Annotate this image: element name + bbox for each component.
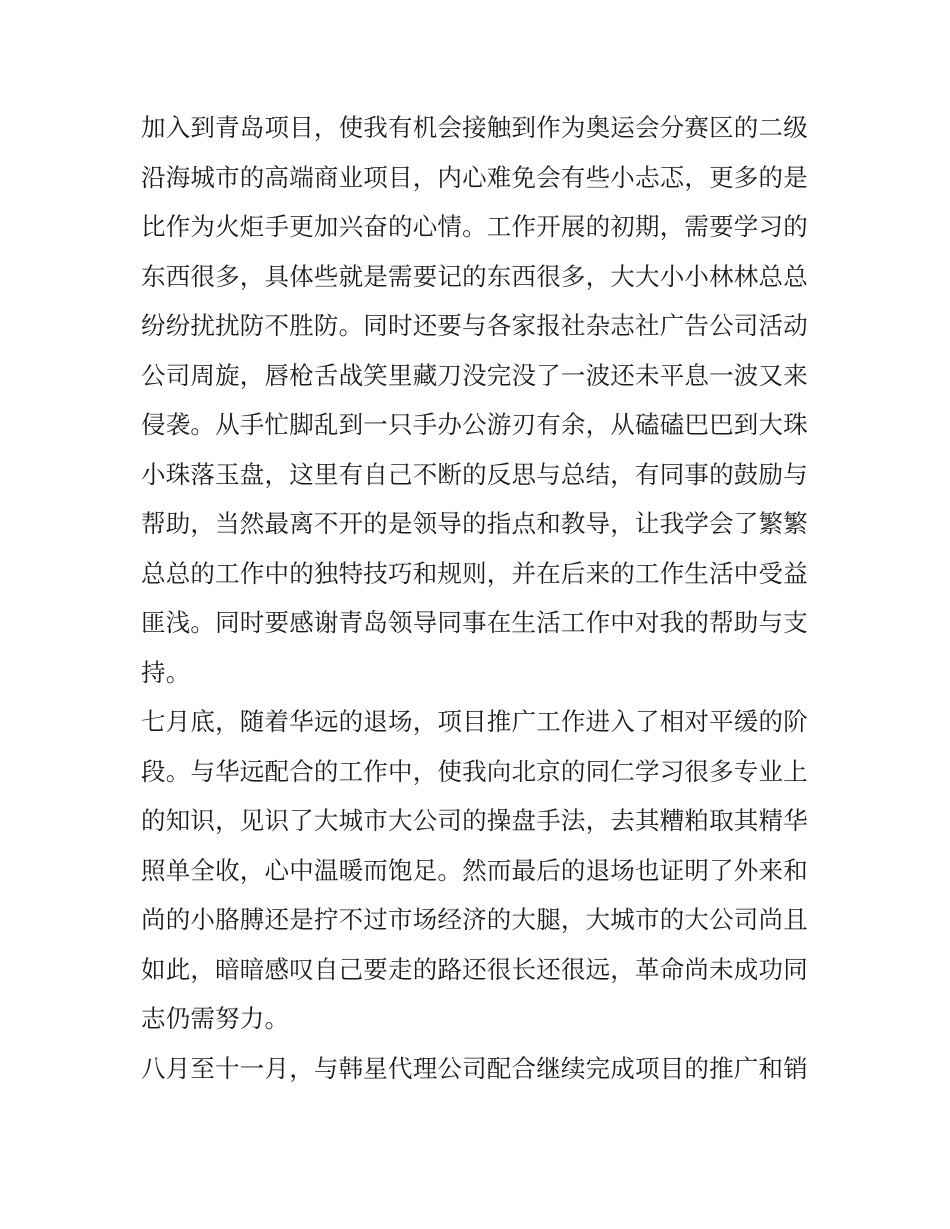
text-line: 持。 <box>141 657 191 687</box>
text-line: 的知识，见识了大城市大公司的操盘手法，去其糟粕取其精华 <box>141 806 808 835</box>
text-line: 八月至十一月，与韩星代理公司配合继续完成项目的推广和销 <box>141 1053 808 1083</box>
text-line: 加入到青岛项目，使我有机会接触到作为奥运会分赛区的二级 <box>141 113 808 142</box>
text-line: 侵袭。从手忙脚乱到一只手办公游刃有余，从磕磕巴巴到大珠 <box>141 410 808 439</box>
text-line: 段。与华远配合的工作中，使我向北京的同仁学习很多专业上 <box>141 756 808 786</box>
text-line: 东西很多，具体些就是需要记的东西很多，大大小小林林总总 <box>141 261 808 291</box>
text-line: 照单全收，心中温暖而饱足。然而最后的退场也证明了外来和 <box>141 855 808 885</box>
text-line: 尚的小胳膊还是拧不过市场经济的大腿，大城市的大公司尚且 <box>141 905 808 934</box>
paragraph <box>141 1044 813 1094</box>
text-line: 沿海城市的高端商业项目，内心难免会有些小忐忑，更多的是 <box>141 162 808 192</box>
text-line: 志仍需努力。 <box>141 1004 290 1033</box>
text-line: 公司周旋，唇枪舌战笑里藏刀没完没了一波还未平息一波又来 <box>141 360 808 390</box>
document-body <box>141 103 813 1093</box>
text-line: 小珠落玉盘，这里有自己不断的反思与总结，有同事的鼓励与 <box>141 459 808 489</box>
text-line: 七月底，随着华远的退场，项目推广工作进入了相对平缓的阶 <box>141 707 808 736</box>
text-line: 帮助，当然最离不开的是领导的指点和教导，让我学会了繁繁 <box>141 509 808 538</box>
text-line: 总总的工作中的独特技巧和规则，并在后来的工作生活中受益 <box>141 558 808 588</box>
text-line: 纷纷扰扰防不胜防。同时还要与各家报社杂志社广告公司活动 <box>141 311 808 340</box>
text-line: 如此，暗暗感叹自己要走的路还很长还很远，革命尚未成功同 <box>141 954 808 984</box>
paragraph <box>141 103 813 697</box>
text-line: 比作为火炬手更加兴奋的心情。工作开展的初期，需要学习的 <box>141 212 808 241</box>
text-line: 匪浅。同时要感谢青岛领导同事在生活工作中对我的帮助与支 <box>141 608 808 637</box>
paragraph <box>141 697 813 1044</box>
